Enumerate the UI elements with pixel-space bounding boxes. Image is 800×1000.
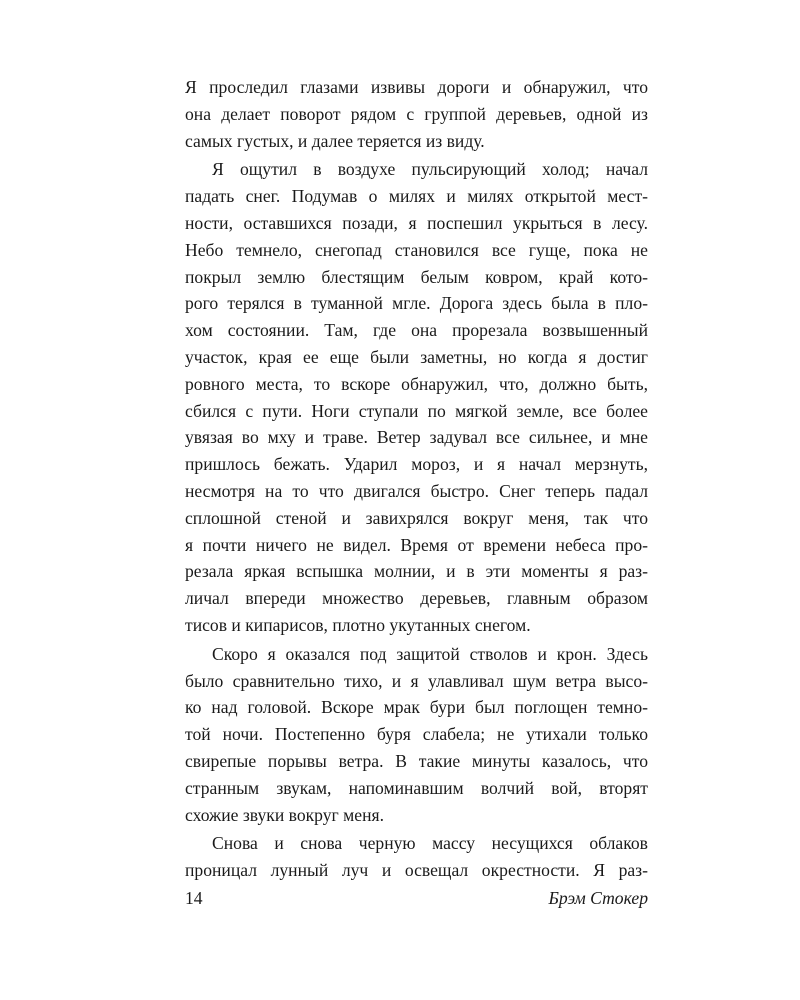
running-title: Брэм Стокер [548, 888, 648, 908]
text-line: Небо темнело, снегопад становился все гуще, пока не [185, 239, 648, 260]
paragraph [185, 156, 648, 638]
text-line: самых густых, и далее теряется из виду. [185, 130, 485, 151]
text-line: сплошной стеной и завихрялся вокруг меня, так что [185, 507, 648, 528]
text-line: участок, края ее еще были заметны, но когда я достиг [185, 346, 648, 367]
text-line: Скоро я оказался под защитой стволов и крон. Здесь [212, 643, 648, 664]
text-line: ности, оставшихся позади, я поспешил укрыться в лесу. [185, 212, 648, 233]
body-text [185, 74, 648, 884]
text-line: личал впереди множество деревьев, главным образом [185, 588, 648, 609]
page-footer [185, 888, 648, 918]
text-line: увязая во мху и траве. Ветер задувал все сильнее, и мне [185, 427, 648, 448]
text-line: схожие звуки вокруг меня. [185, 804, 385, 825]
text-line: ко над головой. Вскоре мрак бури был поглощен темно- [185, 697, 648, 718]
text-line: она делает поворот рядом с группой деревьев, одной из [185, 103, 648, 124]
text-line: Я проследил глазами извивы дороги и обнаружил, что [185, 77, 648, 97]
text-line: пришлось бежать. Ударил мороз, и я начал мерзнуть, [185, 454, 648, 475]
text-line: покрыл землю блестящим белым ковром, край кото- [185, 266, 648, 287]
text-line: хом состоянии. Там, где она прорезала возвышенный [185, 320, 648, 341]
paragraph [185, 74, 648, 154]
text-line: Снова и снова черную массу несущихся облаков [212, 833, 648, 854]
text-line: падать снег. Подумав о милях и милях открытой мест- [185, 186, 648, 207]
text-line: сбился с пути. Ноги ступали по мягкой земле, все более [185, 400, 648, 421]
text-line: ровного места, то вскоре обнаружил, что, должно быть, [185, 373, 648, 394]
text-line: несмотря на то что двигался быстро. Снег теперь падал [185, 480, 648, 501]
page-number: 14 [185, 888, 203, 908]
text-line: Я ощутил в воздухе пульсирующий холод; начал [212, 159, 648, 180]
text-line: той ночи. Постепенно буря слабела; не утихали только [185, 724, 648, 745]
text-line: рого терялся в туманной мгле. Дорога здесь была в пло- [185, 293, 648, 314]
text-line: я почти ничего не видел. Время от времени небеса про- [185, 534, 648, 555]
text-line: тисов и кипарисов, плотно укутанных снегом. [185, 614, 531, 635]
paragraph [185, 830, 648, 884]
paragraph [185, 641, 648, 829]
text-line: резала яркая вспышка молнии, и в эти моменты я раз- [185, 561, 648, 582]
text-line: странным звукам, напоминавшим волчий вой, вторят [185, 777, 648, 798]
text-line: проницал лунный луч и освещал окрестности. Я раз- [185, 860, 648, 881]
text-line: свирепые порывы ветра. В такие минуты казалось, что [185, 750, 648, 771]
text-line: было сравнительно тихо, и я улавливал шум ветра высо- [185, 670, 648, 691]
